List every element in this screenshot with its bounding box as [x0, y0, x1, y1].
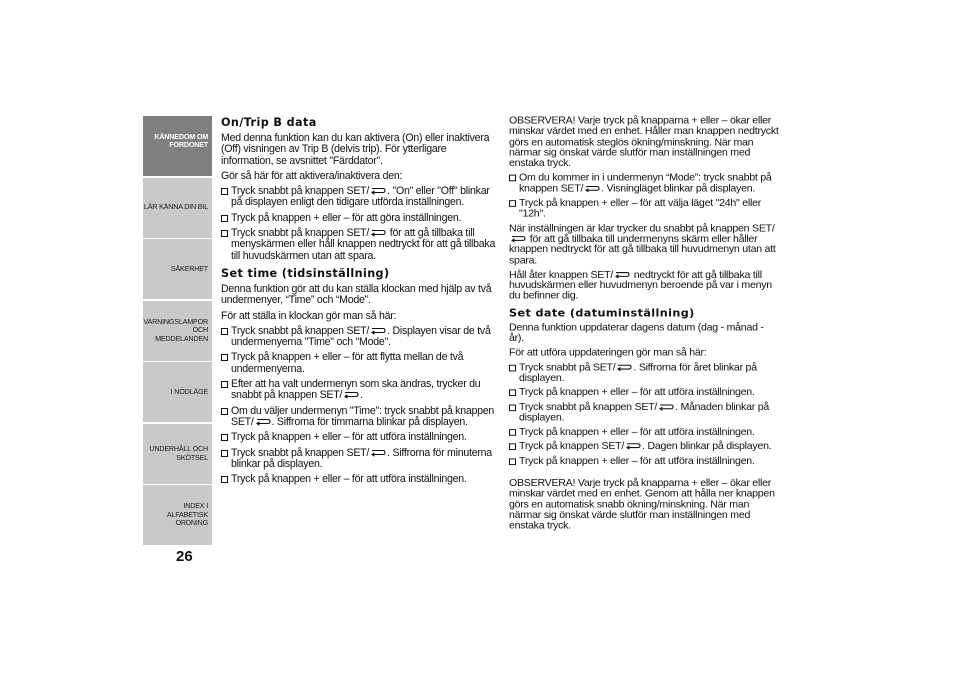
step-text: . Siffrorna för minuterna blinkar på displayen. — [231, 446, 492, 470]
step-text: . — [360, 389, 363, 402]
text-run: nedtryckt för att gå tillbaka till huvudskärmen eller huvudmenyn beroende på var i menyn du befinner dig. — [509, 269, 772, 302]
step-text: . Månaden blinkar på displayen. — [519, 401, 770, 424]
tab-label-line: I NÖDLÄGE — [170, 386, 208, 396]
tab-label-line: ORDNING — [175, 518, 208, 528]
paragraph — [509, 224, 781, 267]
step-item — [509, 427, 781, 438]
checkbox-bullet-icon — [509, 200, 516, 207]
section-heading-trip-b: On/Trip B data — [221, 116, 317, 129]
step-text: . Dagen blinkar på displayen. — [642, 440, 772, 453]
paragraph: För att utföra uppdateringen gör man så här: — [509, 347, 707, 359]
step-list — [221, 186, 499, 262]
text-run: Håll åter knappen SET/ — [509, 269, 614, 281]
checkbox-bullet-icon — [509, 444, 516, 451]
tab-label-line: VARNINGSLAMPOR — [143, 316, 208, 326]
left-column — [221, 116, 499, 489]
step-item — [221, 448, 499, 471]
checkbox-bullet-icon — [509, 364, 516, 371]
paragraph: Gör så här för att aktivera/inaktivera den: — [221, 169, 403, 182]
checkbox-bullet-icon — [221, 450, 228, 457]
step-item — [509, 456, 781, 467]
paragraph: Denna funktion uppdaterar dagens datum (dag - månad - år). — [509, 321, 764, 345]
step-item — [509, 388, 781, 399]
chapter-sidebar — [143, 116, 212, 547]
checkbox-bullet-icon — [509, 404, 516, 411]
set-return-arrow-icon — [614, 270, 630, 279]
tab-index[interactable] — [143, 485, 212, 545]
step-text: . Visningläget blinkar på displayen. — [601, 182, 756, 195]
set-return-arrow-icon — [625, 442, 641, 451]
checkbox-bullet-icon — [221, 215, 228, 222]
set-return-arrow-icon — [510, 234, 526, 243]
text-run: När inställningen är klar trycker du snabbt på knappen SET/ — [509, 222, 775, 234]
set-return-arrow-icon — [370, 448, 386, 457]
paragraph: Med denna funktion kan du kan aktivera (On) eller inaktivera (Off) visningen av Trip B (delvis trip). För ytterligare information, se avsnittet "Färddator". — [221, 132, 490, 167]
step-text: Om du väljer undermenyn "Time": tryck snabbt på knappen SET/ — [231, 404, 495, 428]
paragraph: Denna funktion gör att du kan ställa klockan med hjälp av två undermenyer, “Time” och “Mode”. — [221, 282, 492, 307]
tab-label-line: SKÖTSEL — [176, 452, 208, 462]
checkbox-bullet-icon — [221, 381, 228, 388]
set-return-arrow-icon — [370, 326, 386, 335]
text-run: för att gå tillbaka till undermenyns skärm eller håller knappen nedtryckt för att gå tillbaka till huvudmenyn utan att spara. — [509, 233, 776, 267]
section-heading-set-time: Set time (tidsinställning) — [221, 266, 390, 280]
right-column — [509, 116, 781, 536]
step-item — [221, 326, 499, 349]
tab-label-line: LÄR KÄNNA DIN BIL — [143, 202, 208, 212]
step-item — [221, 406, 499, 429]
note-paragraph: OBSERVERA! Varje tryck på knapparna + eller – ökar eller minskar värdet med en enhet. Håller man knappen nedtryckt görs en automatisk steglös ökning/minskning. När man närmar sig önskat värde slutför man inställningen med enstaka tryck. — [509, 115, 779, 170]
step-text: . Siffrorna för timmarna blinkar på displayen. — [271, 415, 468, 428]
step-text: för att gå tillbaka till menyskärmen eller håll knappen nedtryckt för att gå tillbaka till huvudskärmen utan att spara. — [231, 227, 496, 262]
tab-label-line: FORDONET — [169, 140, 208, 150]
checkbox-bullet-icon — [221, 354, 228, 361]
step-list — [509, 173, 781, 220]
step-item — [221, 213, 499, 224]
tab-lar-kanna-din-bil[interactable] — [143, 178, 212, 238]
page-number: 26 — [176, 548, 193, 565]
step-item — [221, 379, 499, 402]
set-return-arrow-icon — [370, 186, 386, 195]
step-list — [221, 326, 499, 486]
tab-i-nodlage[interactable] — [143, 362, 212, 422]
paragraph: För att ställa in klockan gör man så här: — [221, 309, 397, 322]
tab-sakerhet[interactable] — [143, 239, 212, 299]
step-item — [509, 363, 781, 384]
step-text: Tryck snabbt på knappen SET/ — [231, 446, 370, 459]
checkbox-bullet-icon — [509, 458, 516, 465]
tab-kannedom-om-fordonet[interactable] — [143, 116, 212, 176]
step-text: . "On" eller "Off" blinkar på displayen enligt den tidigare utförda inställningen. — [231, 185, 490, 209]
set-return-arrow-icon — [616, 363, 632, 372]
step-text: Efter att ha valt undermenyn som ska ändras, trycker du snabbt på knappen SET/ — [231, 378, 481, 402]
checkbox-bullet-icon — [221, 408, 228, 415]
tab-underhall-och-skotsel[interactable] — [143, 424, 212, 484]
section-heading-set-date: Set date (datuminställning) — [509, 306, 695, 320]
step-text: Tryck snabbt på knappen SET/ — [231, 227, 370, 240]
step-text: Tryck på knappen + eller – för att göra inställningen. — [231, 211, 462, 224]
checkbox-bullet-icon — [509, 390, 516, 397]
step-text: Tryck på knappen + eller – för att utföra inställningen. — [519, 426, 755, 438]
set-return-arrow-icon — [343, 390, 359, 399]
step-item — [221, 228, 499, 262]
step-text: . Displayen visar de två undermenyerna "Time" och "Mode". — [231, 324, 491, 349]
step-text: Tryck på knappen + eller – för att flytta mellan de två undermenyerna. — [231, 351, 464, 375]
tab-label-line: KÄNNEDOM OM — [154, 132, 208, 141]
step-text: Tryck på knappen + eller – för att utföra inställningen. — [519, 455, 755, 467]
paragraph — [509, 270, 781, 302]
step-item — [509, 442, 781, 453]
checkbox-bullet-icon — [221, 230, 228, 237]
tab-label-line: SÄKERHET — [170, 263, 208, 273]
step-text: Tryck på knappen SET/ — [519, 440, 625, 453]
step-item — [221, 352, 499, 375]
step-text: . Siffrorna för året blinkar på displayen. — [519, 361, 757, 384]
tab-label-line: UNDERHÅLL OCH — [149, 444, 208, 454]
checkbox-bullet-icon — [221, 188, 228, 195]
step-text: Tryck på knappen + eller – för att välja läget "24h" eller "12h". — [519, 197, 762, 220]
step-text: Om du kommer in i undermenyn “Mode”: tryck snabbt på knappen SET/ — [519, 172, 772, 195]
tab-label-line: INDEX I ALFABETISK — [166, 501, 208, 519]
step-item — [509, 173, 781, 194]
step-text: Tryck på knappen + eller – för att utföra inställningen. — [231, 431, 467, 444]
step-item — [221, 474, 499, 485]
step-item — [509, 198, 781, 219]
step-text: Tryck på knappen + eller – för att utföra inställningen. — [231, 473, 467, 486]
tab-label-line: OCH MEDDELANDEN — [155, 325, 208, 343]
checkbox-bullet-icon — [221, 434, 228, 441]
tab-varningslampor[interactable] — [143, 301, 212, 361]
step-item — [509, 402, 781, 423]
set-return-arrow-icon — [584, 184, 600, 193]
checkbox-bullet-icon — [221, 476, 228, 483]
step-list — [509, 363, 781, 467]
set-return-arrow-icon — [370, 228, 386, 237]
checkbox-bullet-icon — [509, 175, 516, 182]
step-text: Tryck snabbt på knappen SET/ — [231, 324, 370, 337]
step-item — [221, 432, 499, 443]
step-text: Tryck på knappen + eller – för att utföra inställningen. — [519, 386, 755, 399]
checkbox-bullet-icon — [221, 328, 228, 335]
set-return-arrow-icon — [658, 402, 674, 411]
checkbox-bullet-icon — [509, 429, 516, 436]
step-item — [221, 186, 499, 209]
set-return-arrow-icon — [255, 417, 271, 426]
step-text: Tryck snabbt på knappen SET/ — [231, 185, 370, 198]
note-paragraph: OBSERVERA! Varje tryck på knapparna + eller – ökar eller minskar värdet med en enhet. Genom att hålla ner knappen görs en automatisk snabb ökning/minskning. När man närmar sig önskat värde slutför man inställningen med enstaka tryck. — [509, 477, 775, 532]
step-text: Tryck snabbt på SET/ — [519, 361, 616, 373]
step-text: Tryck snabbt på knappen SET/ — [519, 401, 658, 413]
